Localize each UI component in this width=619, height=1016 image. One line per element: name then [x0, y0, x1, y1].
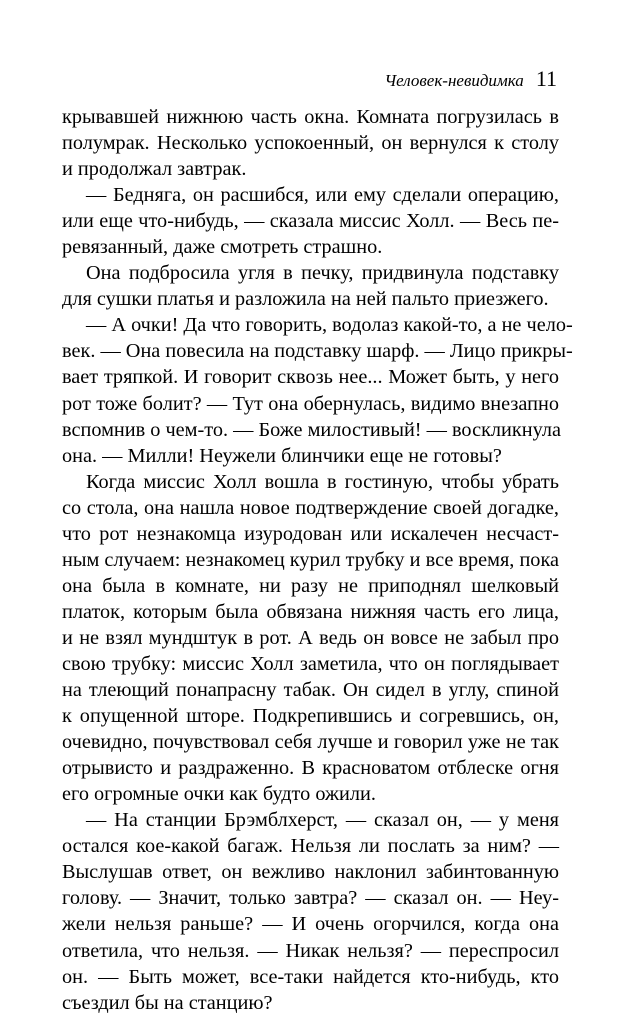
text-line: Она подбросила угля в печку, придвинула подставку: [86, 262, 559, 285]
text-line: она была в комнате, ни разу не приподнял шелковый: [62, 574, 559, 597]
text-line: рот тоже болит? — Тут она обернулась, видимо внезапно: [62, 392, 559, 415]
text-line: Выслушав ответ, он вежливо наклонил забинтованную: [62, 861, 559, 884]
text-line: для сушки платья и разложила на ней пальто приезжего.: [62, 288, 549, 311]
text-line: век. — Она повесила на подставку шарф. — Лицо прикры-: [62, 340, 573, 363]
text-line: вспомнив о чем-то. — Боже милостивый! — воскликнула: [62, 418, 561, 441]
text-line: остался кое-какой багаж. Нельзя ли послать за ним? —: [62, 835, 559, 858]
text-line: к опущенной шторе. Подкрепившись и согревшись, он,: [62, 705, 559, 728]
text-line: отрывисто и раздраженно. В красноватом отблеске огня: [62, 757, 559, 780]
text-line: очевидно, почувствовал себя лучше и говорил уже не так: [62, 731, 559, 754]
text-line: съездил бы на станцию?: [62, 991, 273, 1014]
page-header: [384, 66, 557, 92]
text-line: голову. — Значит, только завтра? — сказал он. — Неу-: [62, 887, 559, 910]
text-line: жели нельзя раньше? — И очень огорчился, когда она: [62, 913, 559, 936]
text-line: он. — Быть может, все-таки найдется кто-нибудь, кто: [62, 965, 559, 988]
text-line: свою трубку: миссис Холл заметила, что он поглядывает: [62, 652, 559, 675]
text-line: — На станции Брэмблхерст, — сказал он, — у меня: [86, 809, 559, 832]
text-line: Когда миссис Холл вошла в гостиную, чтобы убрать: [86, 470, 559, 493]
text-line: полумрак. Несколько успокоенный, он вернулся к столу: [62, 132, 559, 155]
text-line: платок, которым была обвязана нижняя часть его лица,: [62, 600, 559, 623]
text-line: и не взял мундштук в рот. А ведь он вовсе не забыл про: [62, 626, 559, 649]
text-line: она. — Милли! Неужели блинчики еще не готовы?: [62, 444, 502, 467]
text-line: — А очки! Да что говорить, водолаз какой-то, а не чело-: [86, 314, 573, 337]
running-title: Человек-невидимка: [384, 71, 524, 90]
text-line: ревязанный, даже смотреть страшно.: [62, 236, 383, 259]
text-line: и продолжал завтрак.: [62, 158, 247, 181]
text-line: со стола, она нашла новое подтверждение своей догадке,: [62, 496, 559, 519]
text-line: вает тряпкой. И говорит сквозь нее... Может быть, у него: [62, 366, 559, 389]
text-line: на тлеющий понапрасну табак. Он сидел в углу, спиной: [62, 679, 559, 702]
page-number: 11: [535, 66, 557, 91]
text-line: или еще что-нибудь, — сказала миссис Холл. — Весь пе-: [62, 210, 559, 233]
body-text: [62, 104, 573, 1016]
text-line: ным случаем: незнакомец курил трубку и все время, пока: [62, 548, 559, 571]
text-line: — Бедняга, он расшибся, или ему сделали операцию,: [86, 184, 559, 207]
text-line: что рот незнакомца изуродован или искалечен несчаст-: [62, 522, 559, 545]
text-line: его огромные очки как будто ожили.: [62, 783, 376, 806]
text-line: крывавшей нижнюю часть окна. Комната погрузилась в: [62, 106, 559, 128]
text-line: ответила, что нельзя. — Никак нельзя? — переспросил: [62, 939, 559, 962]
